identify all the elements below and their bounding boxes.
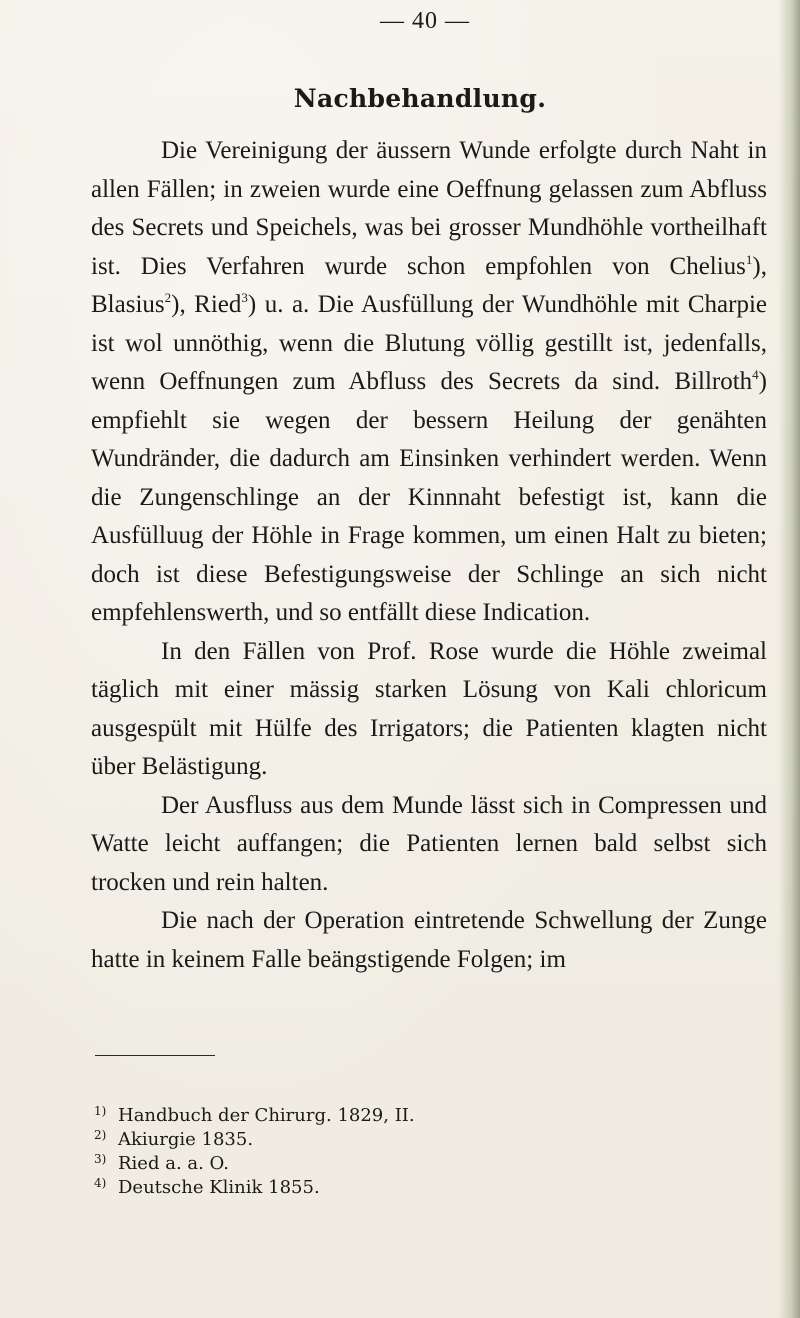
paragraph-4 [91, 902, 767, 979]
page-edge-shadow [778, 0, 800, 1318]
footnote-text: Akiurgie 1835. [118, 1129, 254, 1150]
paragraph-1-run-9: ) empfiehlt sie wegen der bessern Heilung der genähten Wundränder, die dadurch am Einsinken verhindert werden. Wenn die Zungenschlinge an der Kinnnaht befestigt ist, kann die Ausfülluug der Höhle in Frage kommen, um einen Halt zu bieten; doch ist diese Befestigungsweise der Schlinge an sich nicht empfehlenswerth, und so entfällt diese Indication. [91, 368, 767, 626]
paragraph-3-text: Der Ausfluss aus dem Munde lässt sich in Compressen und Watte leicht auffangen; die Patienten lernen bald selbst sich trocken und rein halten. [91, 791, 767, 896]
footnote-divider [95, 1055, 215, 1056]
footnote-ref-4: 4 [752, 367, 759, 382]
footnote-ref-2: 2 [164, 290, 172, 305]
footnote-mark: 1) [94, 1104, 107, 1118]
paragraph-4-text: Die nach der Operation eintretende Schwellung der Zunge hatte in keinem Falle beängstigende Folgen; im [91, 907, 767, 973]
footnotes [94, 1104, 694, 1200]
footnote-mark: 2) [94, 1128, 107, 1142]
paragraph-1-run-7: ) u. a. Die Ausfüllung der Wundhöhle mit Charpie ist wol unnöthig, wenn die Blutung völlig gestillt ist, jedenfalls, wenn Oeffnungen zum Abfluss des Secrets da sind. Billroth [91, 291, 767, 395]
section-heading: Nachbehandlung. [293, 84, 547, 113]
footnote-text: Ried a. a. O. [118, 1153, 229, 1174]
footnote-text: Handbuch der Chirurg. 1829, II. [118, 1105, 415, 1126]
footnote-2 [94, 1128, 694, 1152]
page-number: — 40 — [380, 8, 470, 34]
paragraph-1-run-1: Die Vereinigung der äussern Wunde erfolgte durch Naht in allen Fällen; in zweien wurde eine Oeffnung gelassen zum Abfluss des Secrets und Speichels, was bei grosser Mundhöhle vortheilhaft ist. Dies Verfahren wurde schon empfohlen von Chelius [91, 137, 767, 280]
paragraph-1-run-5: ), Ried [171, 291, 242, 318]
paragraph-3 [91, 787, 767, 903]
footnote-mark: 4) [94, 1176, 107, 1190]
footnote-4 [94, 1176, 694, 1200]
paragraph-2-text: In den Fällen von Prof. Rose wurde die Höhle zweimal täglich mit einer mässig starken Lösung von Kali chloricum ausgespült mit Hülfe des Irrigators; die Patienten klagten nicht über Belästigung. [91, 637, 767, 780]
paragraph-2 [91, 633, 767, 787]
footnote-3 [94, 1152, 694, 1176]
paragraph-1 [91, 132, 767, 633]
footnote-1 [94, 1104, 694, 1128]
body-text [91, 132, 767, 979]
footnote-ref-1: 1 [745, 251, 753, 267]
paragraph-1-run-3: ), Blasius [91, 252, 767, 318]
footnote-mark: 3) [94, 1152, 107, 1166]
footnote-ref-3: 3 [241, 290, 248, 305]
footnote-text: Deutsche Klinik 1855. [118, 1177, 320, 1198]
